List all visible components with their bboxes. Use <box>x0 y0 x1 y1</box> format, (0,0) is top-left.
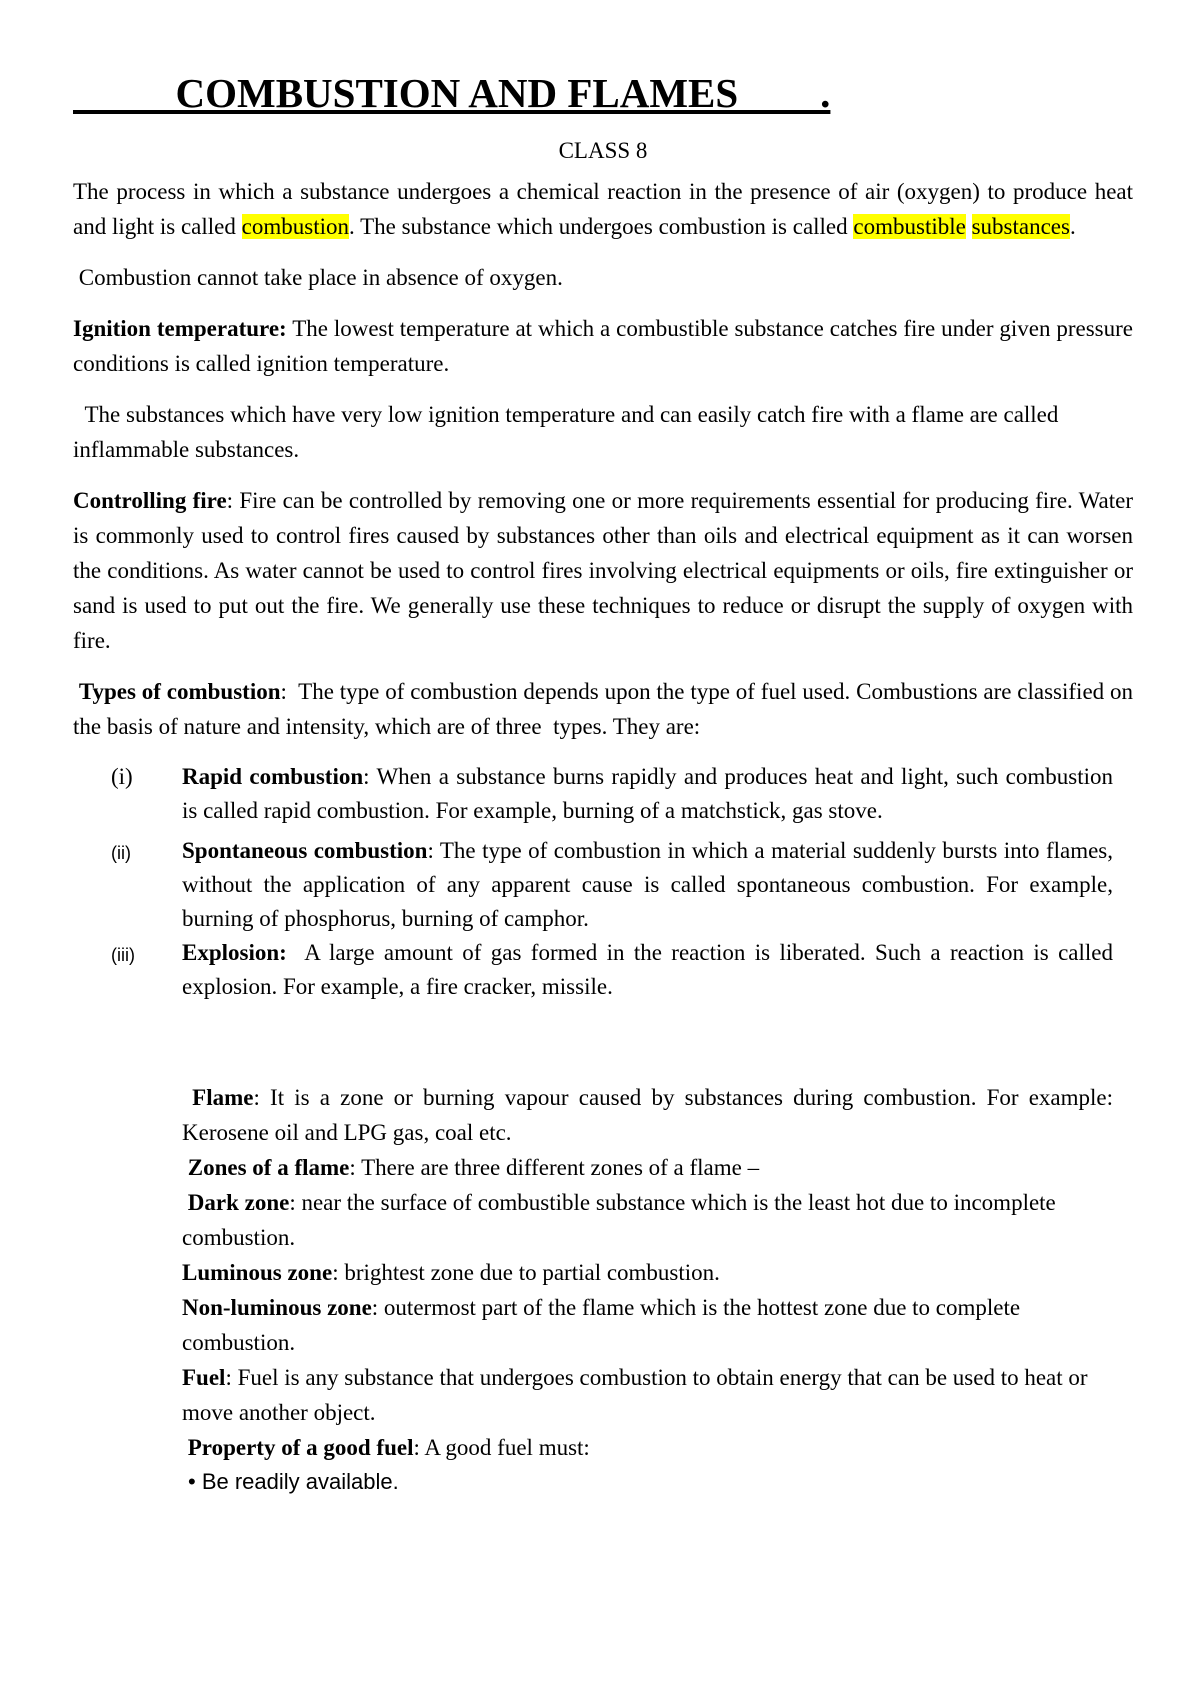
non-luminous-zone-text: : outermost part of the flame which is the hottest zone due to complete combustion. <box>182 1295 1021 1355</box>
ignition-paragraph <box>73 311 1133 381</box>
list-number: (ii) <box>111 843 131 863</box>
controlling-paragraph <box>73 483 1133 658</box>
intro-text-1: The process in which a substance undergoes a chemical reaction in the presence of air (oxygen) to produce heat and light is called <box>73 179 1133 239</box>
list-text <box>182 834 1133 936</box>
list-item <box>73 760 1133 828</box>
dark-zone-label: Dark zone <box>182 1190 290 1215</box>
dark-zone-text: : near the surface of combustible substance which is the least hot due to incomplete combustion. <box>182 1190 1062 1250</box>
flame-label: Flame <box>182 1085 254 1110</box>
list-item <box>73 834 1133 936</box>
types-paragraph <box>73 674 1139 744</box>
list-label: Explosion: <box>182 940 287 965</box>
flame-text: : It is a zone or burning vapour caused by substances during combustion. For example: Kerosene oil and LPG gas, coal etc. <box>182 1085 1119 1145</box>
types-label: Types of combustion <box>73 679 281 704</box>
highlight-combustible: combustible <box>853 214 966 239</box>
fuel-paragraph <box>182 1360 1113 1430</box>
highlight-combustion: combustion <box>241 214 349 239</box>
luminous-zone-label: Luminous zone <box>182 1260 333 1285</box>
flame-section <box>182 1080 1133 1499</box>
types-text: : The type of combustion depends upon the type of fuel used. Combustions are classified on the basis of nature and intensity, which are of three types. They are: <box>73 679 1139 739</box>
flame-paragraph <box>182 1080 1119 1150</box>
good-fuel-paragraph <box>182 1430 1113 1465</box>
highlight-substances: substances <box>971 214 1070 239</box>
intro-paragraph <box>73 174 1133 244</box>
controlling-text: : Fire can be controlled by removing one or more requirements essential for producing fire. Water is commonly used to control fires caused by substances other than oils and electrical equipment as it can worsen the conditions. As water cannot be used to control fires involving electrical equipments or oils, fire extinguisher or sand is used to put out the fire. We generally use these techniques to reduce or disrupt the supply of oxygen with fire. <box>73 488 1133 653</box>
zones-paragraph <box>182 1150 1113 1185</box>
non-luminous-zone-paragraph <box>182 1290 1113 1360</box>
ignition-text: The lowest temperature at which a combustible substance catches fire under given pressure conditions is called ignition temperature. <box>73 316 1133 376</box>
list-label: Spontaneous combustion <box>182 838 428 863</box>
non-luminous-zone-label: Non-luminous zone <box>182 1295 372 1320</box>
list-body: A large amount of gas formed in the reaction is liberated. Such a reaction is called explosion. For example, a fire cracker, missile. <box>182 940 1119 999</box>
types-list <box>73 760 1133 1004</box>
zones-text: : There are three different zones of a flame – <box>349 1155 760 1180</box>
page-title: COMBUSTION AND FLAMES . <box>73 70 831 116</box>
list-body: : The type of combustion in which a material suddenly bursts into flames, without the application of any apparent cause is called spontaneous combustion. For example, burning of phosphorus, burning of camphor. <box>182 838 1113 931</box>
good-fuel-text: : A good fuel must: <box>413 1435 590 1460</box>
ignition-label: Ignition temperature: <box>73 316 287 341</box>
intro-text-2: . The substance which undergoes combustion is called <box>348 214 854 239</box>
list-number: (i) <box>111 764 133 789</box>
list-text <box>182 760 1133 828</box>
list-label: Rapid combustion <box>182 764 364 789</box>
list-body: : When a substance burns rapidly and produces heat and light, such combustion is called rapid combustion. For example, burning of a matchstick, gas stove. <box>182 764 1113 823</box>
fuel-label: Fuel <box>182 1365 226 1390</box>
intro-text-3: . <box>1069 214 1076 239</box>
good-fuel-label: Property of a good fuel <box>182 1435 414 1460</box>
list-text <box>182 936 1133 1004</box>
zones-label: Zones of a flame <box>182 1155 350 1180</box>
document-page <box>73 70 1139 1499</box>
inflammable-paragraph: The substances which have very low ignition temperature and can easily catch fire with a flame are called inflammable substances. <box>73 402 1065 462</box>
no-oxygen-paragraph: Combustion cannot take place in absence of oxygen. <box>73 265 563 290</box>
list-number: (iii) <box>111 945 135 965</box>
controlling-label: Controlling fire <box>73 488 227 513</box>
fuel-text: : Fuel is any substance that undergoes combustion to obtain energy that can be used to heat or move another object. <box>182 1365 1088 1425</box>
luminous-zone-paragraph <box>182 1255 1113 1290</box>
list-item <box>73 936 1133 1004</box>
luminous-zone-text: : brightest zone due to partial combustion. <box>332 1260 720 1285</box>
page-subtitle: CLASS 8 <box>558 138 648 163</box>
bullet-item: • Be readily available. <box>188 1469 399 1494</box>
dark-zone-paragraph <box>182 1185 1113 1255</box>
